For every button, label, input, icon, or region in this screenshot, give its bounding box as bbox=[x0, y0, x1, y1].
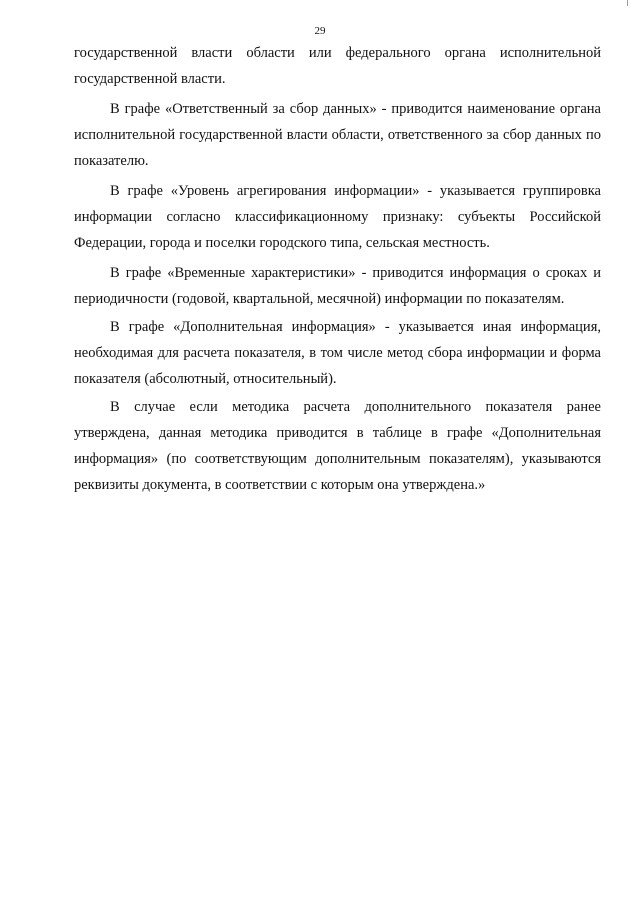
paragraph-time-characteristics-column: В графе «Временные характеристики» - приводится информация о сроках и периодичности (годовой, квартальной, месячной) информации по показателям. bbox=[74, 265, 601, 307]
document-body bbox=[74, 40, 601, 498]
paragraph-additional-info-column: В графе «Дополнительная информация» - указывается иная информация, необходимая для расчета показателя, в том числе метод сбора информации и форма показателя (абсолютный, относительный). bbox=[74, 319, 601, 387]
paragraph-methodology-note: В случае если методика расчета дополнительного показателя ранее утверждена, данная методика приводится в таблице в графе «Дополнительная информация» (по соответствующим дополнительным показателям), указываются реквизиты документа, в соответствии с которым она утверждена.» bbox=[74, 399, 601, 493]
paragraph-responsible-column: В графе «Ответственный за сбор данных» - приводится наименование органа исполнительной государственной власти области, ответственного за сбор данных по показателю. bbox=[74, 101, 601, 169]
page-number: 29 bbox=[314, 25, 326, 37]
paragraph-continuation: государственной власти области или федерального органа исполнительной государственной власти. bbox=[74, 45, 601, 87]
page-corner-mark bbox=[619, 0, 628, 6]
paragraph-aggregation-level-column: В графе «Уровень агрегирования информации» - указывается группировка информации согласно классификационному признаку: субъекты Российской Федерации, города и поселки городского типа, сельская местность. bbox=[74, 183, 601, 251]
